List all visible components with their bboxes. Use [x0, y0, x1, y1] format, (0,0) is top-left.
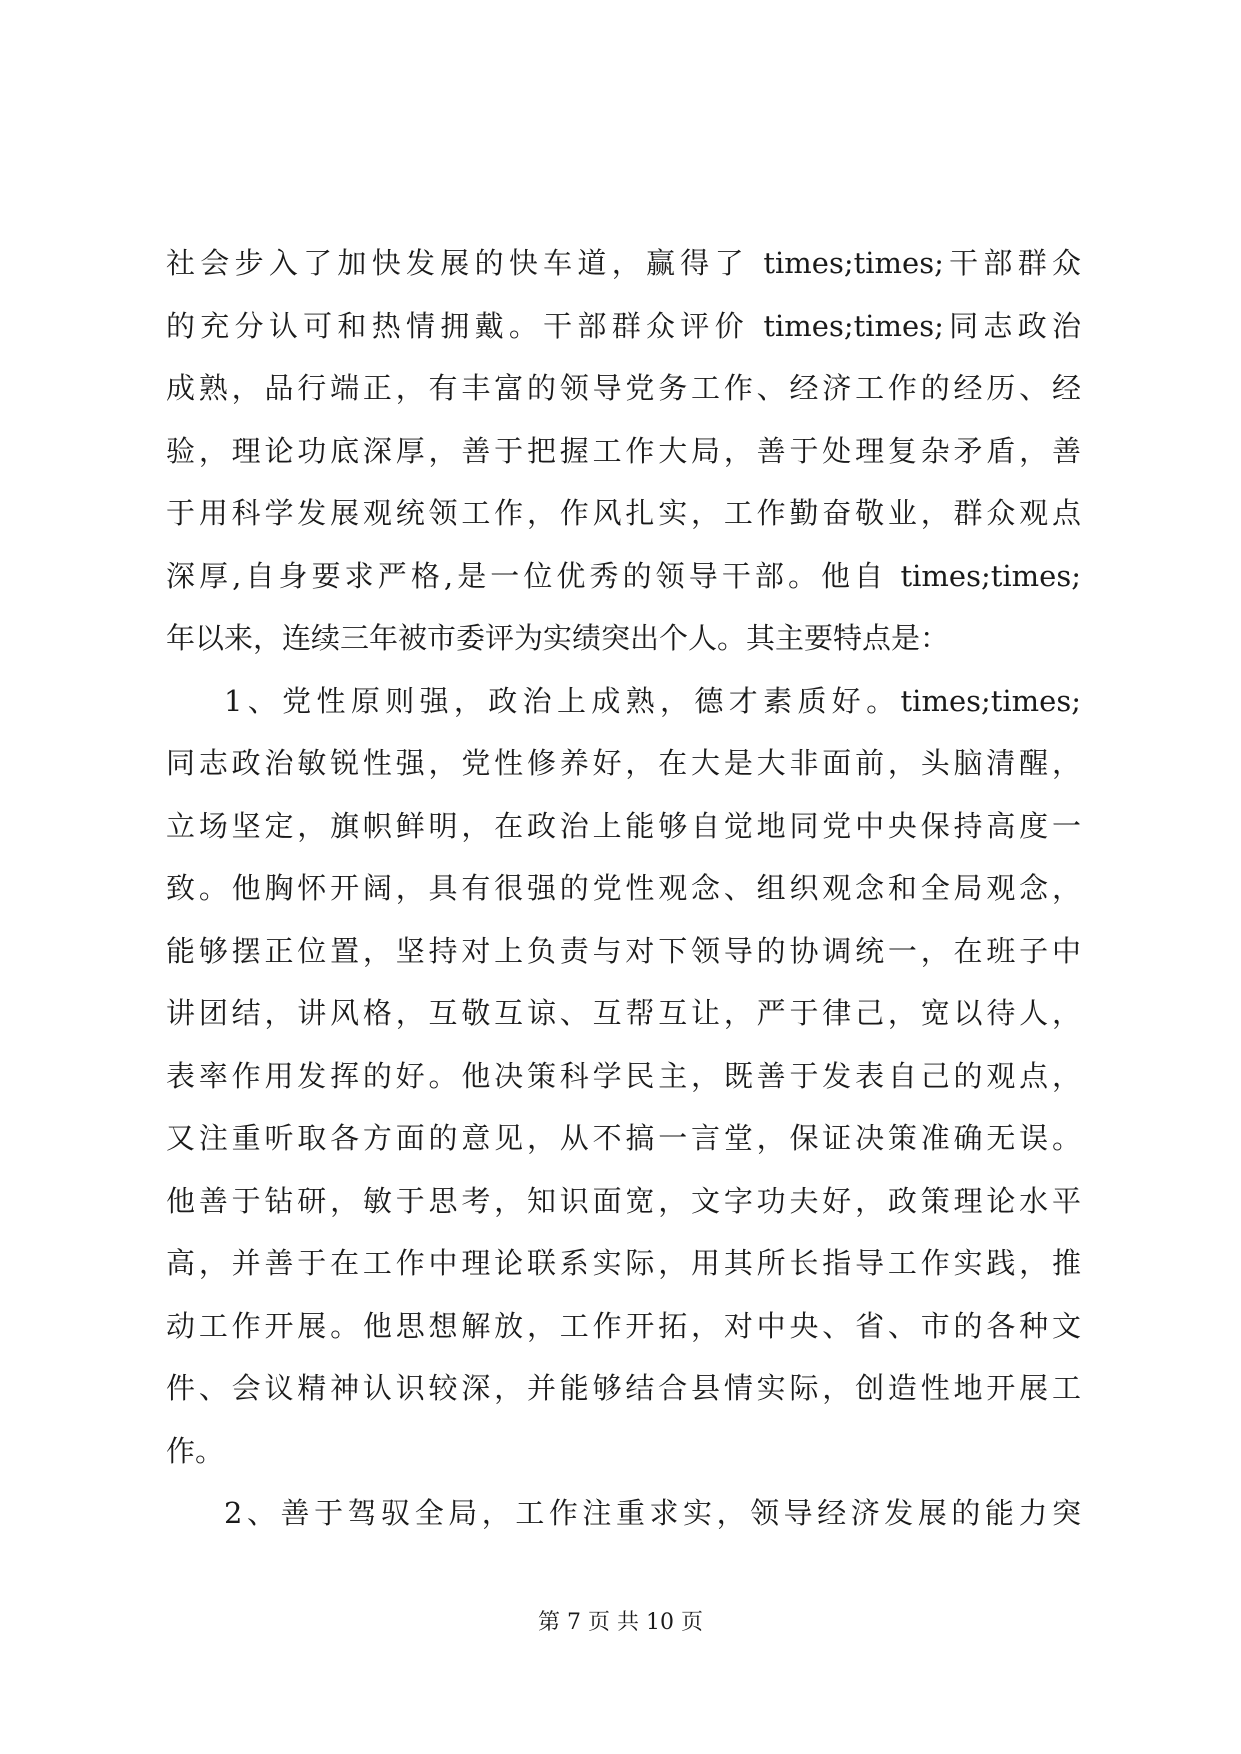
text-line: 动工作开展。他思想解放，工作开拓，对中央、省、市的各种文 — [166, 1308, 1081, 1343]
text-line: 验，理论功底深厚，善于把握工作大局，善于处理复杂矛盾，善 — [166, 433, 1081, 468]
text-line: 致。他胸怀开阔，具有很强的党性观念、组织观念和全局观念， — [166, 871, 1081, 905]
text-line: 又注重听取各方面的意见，从不搞一言堂，保证决策准确无误。 — [166, 1121, 1081, 1155]
text-line: 讲团结，讲风格，互敬互谅、互帮互让，严于律己，宽以待人， — [166, 996, 1081, 1030]
text-line: 他善于钻研，敏于思考，知识面宽，文字功夫好，政策理论水平 — [166, 1183, 1081, 1218]
text-line: 于用科学发展观统领工作，作风扎实，工作勤奋敬业，群众观点 — [166, 496, 1081, 530]
text-line: 立场坚定，旗帜鲜明，在政治上能够自觉地同党中央保持高度一 — [166, 808, 1081, 843]
page-footer: 第 7 页 共 10 页 — [538, 1610, 703, 1635]
paragraph-start-line: 1、党性原则强，政治上成熟，德才素质好。times;times; — [224, 683, 1081, 718]
text-line: 能够摆正位置，坚持对上负责与对下领导的协调统一，在班子中 — [166, 933, 1081, 968]
text-line: 社会步入了加快发展的快车道，赢得了 times;times;干部群众 — [166, 246, 1081, 280]
text-line: 同志政治敏锐性强，党性修养好，在大是大非面前，头脑清醒， — [166, 746, 1081, 780]
text-line: 深厚,自身要求严格,是一位优秀的领导干部。他自 times;times; — [166, 558, 1081, 593]
text-line: 年以来，连续三年被市委评为实绩突出个人。其主要特点是： — [166, 621, 950, 655]
text-line: 件、会议精神认识较深，并能够结合县情实际，创造性地开展工 — [166, 1371, 1081, 1405]
paragraph-start-line: 2、善于驾驭全局，工作注重求实，领导经济发展的能力突 — [224, 1496, 1081, 1530]
text-line: 作。 — [166, 1433, 225, 1468]
text-line: 成熟，品行端正，有丰富的领导党务工作、经济工作的经历、经 — [166, 371, 1081, 405]
body-text — [166, 232, 1081, 1545]
text-line: 高，并善于在工作中理论联系实际，用其所长指导工作实践，推 — [166, 1246, 1081, 1280]
text-line: 表率作用发挥的好。他决策科学民主，既善于发表自己的观点， — [166, 1058, 1081, 1093]
text-line: 的充分认可和热情拥戴。干部群众评价 times;times;同志政治 — [166, 308, 1081, 343]
